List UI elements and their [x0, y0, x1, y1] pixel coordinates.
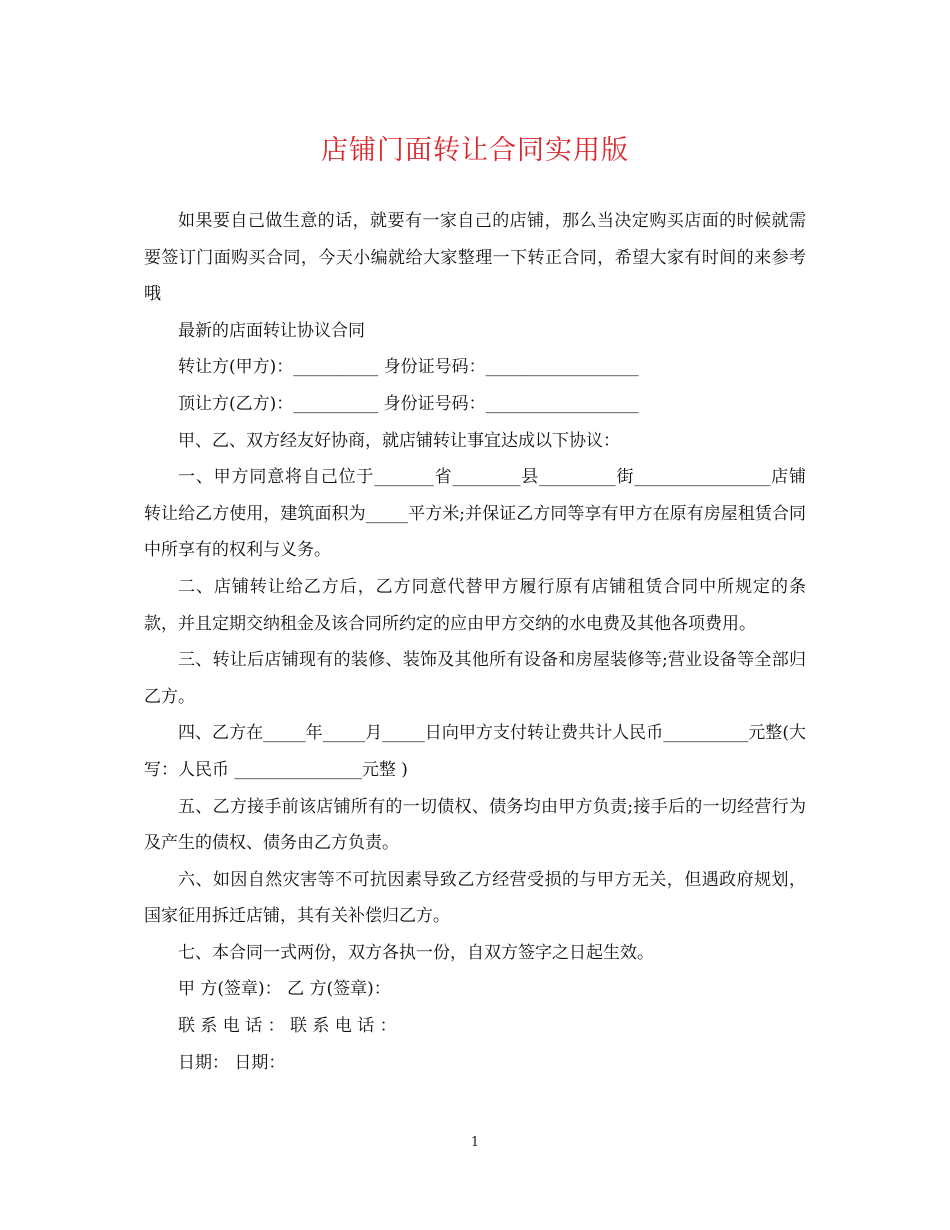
paragraph-party-b: 顶让方(乙方)：__________ 身份证号码：__________________	[178, 393, 639, 414]
signature-line: 甲 方(签章)： 乙 方(签章)：	[178, 979, 391, 1000]
clause-2: 二、店铺转让给乙方后，乙方同意代替甲方履行原有店铺租赁合同中所规定的条款，并且定期交纳租金及该合同所约定的应由甲方交纳的水电费及其他各项费用。	[144, 576, 806, 634]
clause-4: 四、乙方在_____年_____月_____日向甲方支付转让费共计人民币__________元整(大写：人民币 _______________元整 )	[144, 723, 806, 780]
clause-1: 一、甲方同意将自己位于_______省________县_________街________________店铺转让给乙方使用，建筑面积为_____平方米;并保证乙方同等享有甲方在原有房屋租赁合同中所享有的权利与义务。	[144, 467, 806, 561]
clause-6: 六、如因自然灾害等不可抗因素导致乙方经营受损的与甲方无关，但遇政府规划，国家征用拆迁店铺，其有关补偿归乙方。	[144, 869, 806, 927]
page-number: 1	[470, 1135, 480, 1150]
document-title: 店铺门面转让合同实用版	[321, 135, 629, 166]
date-line: 日期： 日期：	[178, 1052, 286, 1073]
paragraph-party-a: 转让方(甲方)：__________ 身份证号码：__________________	[178, 357, 639, 378]
paragraph-subtitle: 最新的店面转让协议合同	[178, 320, 365, 341]
document-body	[144, 203, 806, 1081]
clause-7: 七、本合同一式两份，双方各执一份，自双方签字之日起生效。	[178, 942, 654, 963]
clause-3: 三、转让后店铺现有的装修、装饰及其他所有设备和房屋装修等;营业设备等全部归乙方。	[144, 650, 806, 707]
paragraph-agreement: 甲、乙、双方经友好协商，就店铺转让事宜达成以下协议：	[178, 430, 620, 451]
clause-5: 五、乙方接手前该店铺所有的一切债权、债务均由甲方负责;接手后的一切经营行为及产生的债权、债务由乙方负责。	[144, 796, 806, 854]
paragraph-intro: 如果要自己做生意的话，就要有一家自己的店铺，那么当决定购买店面的时候就需要签订门面购买合同，今天小编就给大家整理一下转正合同，希望大家有时间的来参考哦	[144, 211, 806, 305]
phone-line: 联 系 电 话 ： 联 系 电 话 ：	[178, 1016, 397, 1037]
